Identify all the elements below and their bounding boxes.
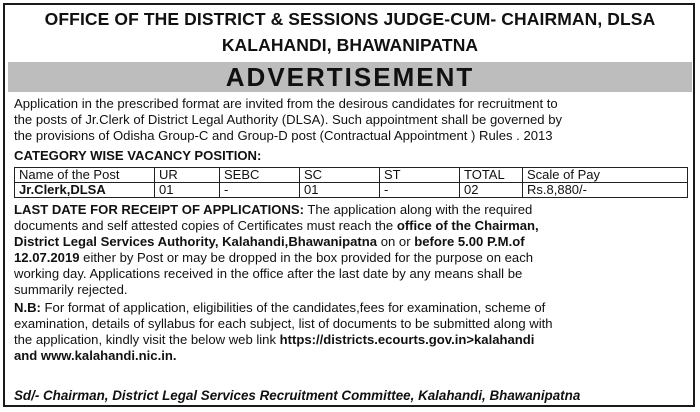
intro-line-3: the provisions of Odisha Group-C and Group-D post (Contractual Appointment ) Rules . 2013 <box>14 128 553 143</box>
column-header: SEBC <box>220 168 300 183</box>
intro-line-1: Application in the prescribed format are invited from the desirous candidates for recruitment to <box>14 96 558 111</box>
last-date-line-4 <box>14 250 533 266</box>
column-header: SC <box>300 168 380 183</box>
vacancy-heading: CATEGORY WISE VACANCY POSITION: <box>14 148 262 163</box>
ecourts-link[interactable]: https://districts.ecourts.gov.in>kalahandi <box>279 332 535 347</box>
nic-link[interactable]: www.kalahandi.nic.in. <box>40 348 177 363</box>
note-line-3 <box>14 332 534 348</box>
last-date-line-6: summarily rejected. <box>14 282 128 297</box>
deadline-date: 12.07.2019 <box>14 250 80 265</box>
table-cell: Rs.8,880/- <box>523 183 688 198</box>
office-heading: OFFICE OF THE DISTRICT & SESSIONS JUDGE-CUM- CHAIRMAN, DLSA <box>44 9 656 29</box>
column-header: Name of the Post <box>15 168 155 183</box>
column-header: TOTAL <box>460 168 523 183</box>
advertisement-banner: ADVERTISEMENT <box>8 62 692 92</box>
authority-address: District Legal Services Authority, Kalahandi,Bhawanipatna <box>14 234 378 249</box>
last-date-text: documents and self attested copies of Certificates must reach the <box>14 218 397 233</box>
signature: Sd/- Chairman, District Legal Services Recruitment Committee, Kalahandi, Bhawanipatna <box>14 388 581 403</box>
table-cell: Jr.Clerk,DLSA <box>15 183 155 198</box>
last-date-line-1 <box>14 202 532 218</box>
last-date-text: on or <box>377 234 415 249</box>
vacancy-table-header <box>15 168 688 183</box>
table-cell: 02 <box>460 183 523 198</box>
note-line-1 <box>14 300 545 316</box>
table-row <box>15 183 688 198</box>
deadline-time: before 5.00 P.M.of <box>414 234 525 249</box>
note-text: the application, kindly visit the below web link <box>14 332 280 347</box>
last-date-line-3 <box>14 234 525 250</box>
note-text: For format of application, eligibilities of the candidates,fees for examination, scheme of <box>40 300 546 315</box>
office-location: KALAHANDI, BHAWANIPATNA <box>221 35 479 55</box>
table-cell: 01 <box>155 183 220 198</box>
intro-line-2: the posts of Jr.Clerk of District Legal Authority (DLSA). Such appointment shall be governed by <box>14 112 563 127</box>
last-date-line-5: working day. Applications received in the office after the last date by any means shall be <box>14 266 523 281</box>
note-label: N.B: <box>14 300 41 315</box>
last-date-label: LAST DATE FOR RECEIPT OF APPLICATIONS: <box>14 202 304 217</box>
column-header: UR <box>155 168 220 183</box>
note-line-2: examination, details of syllabus for each subject, list of documents to be submitted along with <box>14 316 553 331</box>
table-cell: - <box>380 183 460 198</box>
table-cell: - <box>220 183 300 198</box>
table-cell: 01 <box>300 183 380 198</box>
note-and: and <box>14 348 41 363</box>
last-date-text: The application along with the required <box>304 202 533 217</box>
note-line-4 <box>14 348 177 364</box>
column-header: ST <box>380 168 460 183</box>
last-date-text: either by Post or may be dropped in the box provided for the purpose on each <box>79 250 534 265</box>
vacancy-table <box>14 167 688 198</box>
last-date-line-2 <box>14 218 539 234</box>
column-header: Scale of Pay <box>523 168 688 183</box>
office-of-chairman: office of the Chairman, <box>396 218 539 233</box>
